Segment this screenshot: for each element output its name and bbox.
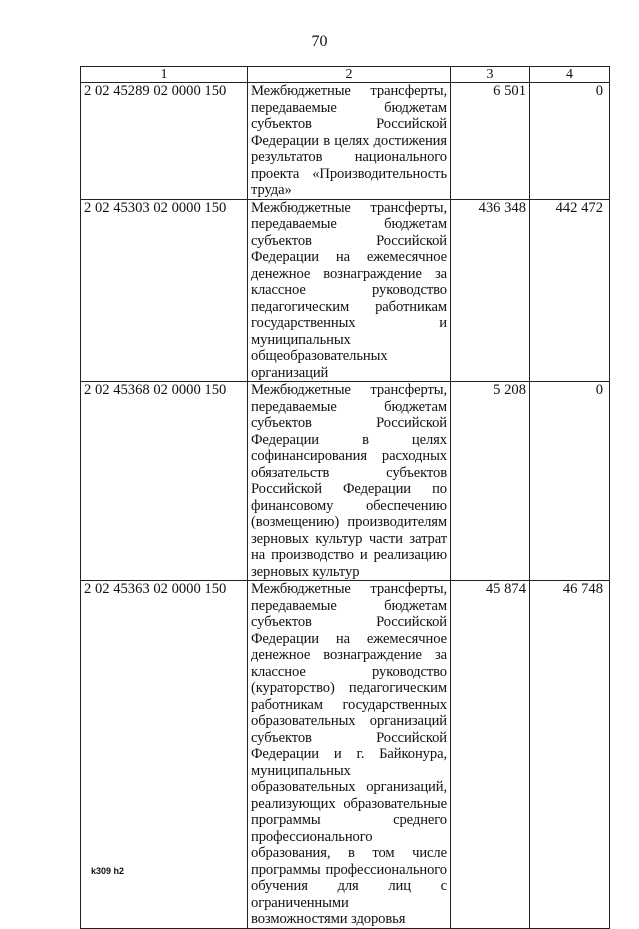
page-number: 70 — [311, 33, 328, 50]
amount-column-3: 45 874 — [451, 581, 530, 929]
row-description — [248, 83, 451, 200]
table-row — [81, 382, 610, 581]
column-header-3: 3 — [451, 67, 530, 83]
classification-code: 2 02 45363 02 0000 150 — [81, 581, 248, 929]
table-row — [81, 83, 610, 200]
amount-column-4: 0 — [530, 83, 610, 200]
column-header-2: 2 — [248, 67, 451, 83]
amount-column-4: 442 472 — [530, 199, 610, 382]
document-code: k309 h2 — [91, 866, 125, 876]
amount-column-4: 46 748 — [530, 581, 610, 929]
amount-column-4: 0 — [530, 382, 610, 581]
budget-table — [80, 66, 610, 929]
amount-column-3: 6 501 — [451, 83, 530, 200]
description-text: Межбюджетные трансферты, передаваемые бюджетам субъектов Российской Федерации на ежемесячное денежное вознаграждение за классное руководство (кураторство) педагогическим работникам государственных образовательных организаций субъектов Российской Федерации и г. Байконура, муниципальных образовательных организаций, реализующих образовательные программы среднего профессионального образования, в том числе программы профессионального обучения для лиц с ограниченными возможностями здоровья — [251, 581, 447, 927]
amount-column-3: 436 348 — [451, 199, 530, 382]
column-header-1: 1 — [81, 67, 248, 83]
amount-column-3: 5 208 — [451, 382, 530, 581]
classification-code: 2 02 45289 02 0000 150 — [81, 83, 248, 200]
table-header-row — [81, 67, 610, 83]
description-text: Межбюджетные трансферты, передаваемые бюджетам субъектов Российской Федерации на ежемесячное денежное вознаграждение за классное руководство педагогическим работникам государственных и муниципальных общеобразовательных организаций — [251, 199, 447, 381]
column-header-4: 4 — [530, 67, 610, 83]
classification-code: 2 02 45303 02 0000 150 — [81, 199, 248, 382]
description-text: Межбюджетные трансферты, передаваемые бюджетам субъектов Российской Федерации в целях достижения результатов национального проекта «Производительность труда» — [251, 83, 447, 198]
row-description — [248, 199, 451, 382]
row-description — [248, 581, 451, 929]
table-row — [81, 199, 610, 382]
description-text: Межбюджетные трансферты, передаваемые бюджетам субъектов Российской Федерации в целях софинансирования расходных обязательств субъектов Российской Федерации по финансовому обеспечению (возмещению) производителям зерновых культур части затрат на производство и реализацию зерновых культур — [251, 382, 447, 580]
classification-code: 2 02 45368 02 0000 150 — [81, 382, 248, 581]
table-row — [81, 581, 610, 929]
row-description — [248, 382, 451, 581]
